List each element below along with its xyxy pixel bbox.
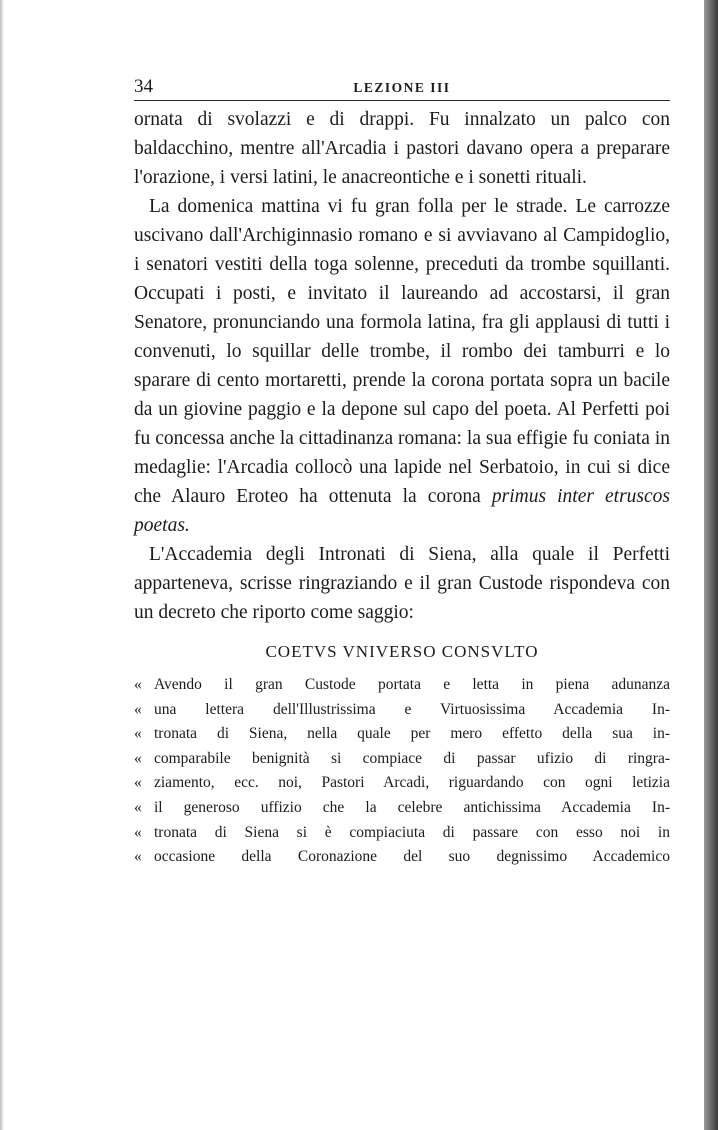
decree-line <box>134 771 670 796</box>
decree-line <box>134 747 670 772</box>
main-text <box>134 105 670 627</box>
decree-line-text: una lettera dell'Illustrissima e Virtuosissima Accademia In- <box>154 700 670 718</box>
quote-mark: « <box>134 823 142 841</box>
chapter-title: LEZIONE III <box>353 80 451 95</box>
decree-line <box>134 722 670 747</box>
running-head <box>134 70 670 101</box>
quote-mark: « <box>134 798 142 816</box>
decree-line <box>134 821 670 846</box>
decree-line-text: tronata di Siena si è compiaciuta di passare con esso noi in <box>154 823 670 841</box>
decree-line <box>134 845 670 870</box>
book-page <box>134 70 670 870</box>
paragraph-1: ornata di svolazzi e di drappi. Fu innalzato un palco con baldacchino, mentre all'Arcadia i pastori davano opera a preparare l'orazione, i versi latini, le anacreontiche e i sonetti rituali. <box>134 109 670 188</box>
paragraph-3: L'Accademia degli Intronati di Siena, alla quale il Perfetti apparteneva, scrisse ringraziando e il gran Custode rispondeva con un decreto che riporto come saggio: <box>134 544 670 623</box>
decree-line <box>134 673 670 698</box>
paragraph-2 <box>134 192 670 540</box>
latin-quote: primus inter etruscos poetas. <box>134 486 670 536</box>
page-number: 34 <box>134 76 153 97</box>
quote-mark: « <box>134 848 142 866</box>
decree-line-text: il generoso uffizio che la celebre antichissima Accademia In- <box>154 798 670 816</box>
quote-mark: « <box>134 700 142 718</box>
quote-mark: « <box>134 774 142 792</box>
decree-line-text: Avendo il gran Custode portata e letta in piena adunanza <box>154 676 670 693</box>
decree-line <box>134 796 670 821</box>
decree-text <box>134 673 670 870</box>
quote-mark: « <box>134 749 142 767</box>
decree-line-text: occasione della Coronazione del suo degnissimo Accademico <box>154 848 670 866</box>
decree-title: COETVS VNIVERSO CONSVLTO <box>265 642 539 661</box>
scan-edge-right <box>704 0 718 1130</box>
scan-edge-left <box>0 0 4 1130</box>
decree-line-text: tronata di Siena, nella quale per mero effetto della sua in- <box>154 725 670 743</box>
quote-mark: « <box>134 676 142 693</box>
decree-line-text: comparabile benignità si compiace di passar ufizio di ringra- <box>154 749 670 767</box>
decree-line-text: ziamento, ecc. noi, Pastori Arcadi, riguardando con ogni letizia <box>154 774 670 792</box>
paragraph-2-text: La domenica mattina vi fu gran folla per le strade. Le carrozze uscivano dall'Archiginnasio romano e si avviavano al Campidoglio, i senatori vestiti della toga solenne, preceduti da trombe squillanti. Occupati i posti, e invitato il laureando ad accostarsi, il gran Senatore, pronunciando una formola latina, fra gli applausi di tutti i convenuti, lo squillar delle trombe, il rombo dei tamburri e lo sparare di cento mortaretti, prende la corona portata sopra un bacile da un giovine paggio e la depone sul capo del poeta. Al Perfetti poi fu concessa anche la cittadinanza romana: la sua effigie fu coniata in medaglie: l'Arcadia collocò una lapide nel Serbatoio, in cui si dice che Alauro Eroteo ha ottenuta la corona <box>134 196 670 507</box>
decree-line <box>134 698 670 723</box>
quote-mark: « <box>134 725 142 743</box>
